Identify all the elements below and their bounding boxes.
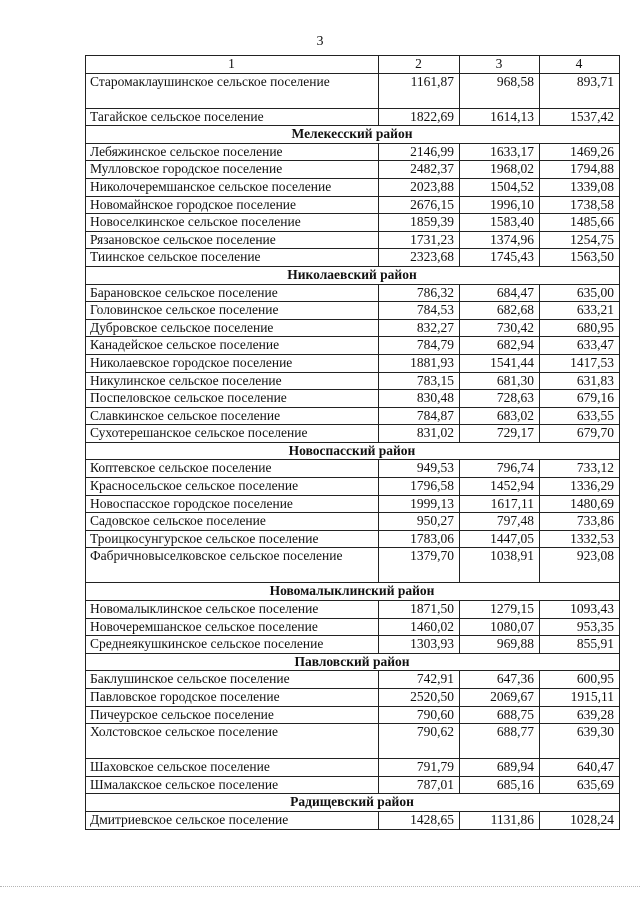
table-row <box>86 513 620 531</box>
table-row <box>86 143 620 161</box>
settlement-name: Николаевское городское поселение <box>86 354 379 372</box>
district-header-row <box>86 583 620 601</box>
value-col-4: 923,08 <box>540 548 620 583</box>
value-col-3: 729,17 <box>460 425 540 443</box>
value-col-4: 1336,29 <box>540 478 620 496</box>
table-row <box>86 161 620 179</box>
value-col-2: 1428,65 <box>379 811 460 829</box>
value-col-4: 633,55 <box>540 407 620 425</box>
value-col-4: 733,86 <box>540 513 620 531</box>
value-col-3: 1131,86 <box>460 811 540 829</box>
value-col-4: 633,21 <box>540 302 620 320</box>
value-col-2: 1871,50 <box>379 601 460 619</box>
settlement-name: Канадейское сельское поселение <box>86 337 379 355</box>
value-col-4: 733,12 <box>540 460 620 478</box>
settlement-name: Новочеремшанское сельское поселение <box>86 618 379 636</box>
table-row <box>86 196 620 214</box>
value-col-3: 1633,17 <box>460 143 540 161</box>
settlement-name: Новоспасское городское поселение <box>86 495 379 513</box>
value-col-3: 1504,52 <box>460 178 540 196</box>
table-row <box>86 724 620 759</box>
settlement-name: Красносельское сельское поселение <box>86 478 379 496</box>
value-col-2: 2146,99 <box>379 143 460 161</box>
value-col-4: 953,35 <box>540 618 620 636</box>
value-col-4: 855,91 <box>540 636 620 654</box>
value-col-2: 1796,58 <box>379 478 460 496</box>
column-header-2: 2 <box>379 56 460 74</box>
value-col-4: 635,69 <box>540 776 620 794</box>
value-col-2: 790,60 <box>379 706 460 724</box>
district-header-row <box>86 266 620 284</box>
value-col-3: 685,16 <box>460 776 540 794</box>
value-col-4: 1339,08 <box>540 178 620 196</box>
settlement-name: Коптевское сельское поселение <box>86 460 379 478</box>
settlement-name: Садовское сельское поселение <box>86 513 379 531</box>
page-number: 3 <box>316 34 324 49</box>
table-row <box>86 618 620 636</box>
value-col-4: 639,30 <box>540 724 620 759</box>
value-col-2: 1460,02 <box>379 618 460 636</box>
table-row <box>86 249 620 267</box>
value-col-4: 631,83 <box>540 372 620 390</box>
settlement-name: Головинское сельское поселение <box>86 302 379 320</box>
table-row <box>86 495 620 513</box>
value-col-2: 2482,37 <box>379 161 460 179</box>
value-col-2: 2323,68 <box>379 249 460 267</box>
settlement-name: Рязановское сельское поселение <box>86 231 379 249</box>
settlement-name: Славкинское сельское поселение <box>86 407 379 425</box>
table-row <box>86 284 620 302</box>
table-body <box>86 73 620 829</box>
value-col-2: 783,15 <box>379 372 460 390</box>
value-col-3: 682,68 <box>460 302 540 320</box>
value-col-2: 784,79 <box>379 337 460 355</box>
value-col-3: 2069,67 <box>460 689 540 707</box>
table-row <box>86 689 620 707</box>
value-col-3: 968,58 <box>460 73 540 108</box>
column-number-header-row <box>86 56 620 74</box>
value-col-3: 728,63 <box>460 390 540 408</box>
district-header-row <box>86 653 620 671</box>
value-col-2: 949,53 <box>379 460 460 478</box>
table-row <box>86 178 620 196</box>
value-col-2: 791,79 <box>379 759 460 777</box>
table-row <box>86 108 620 126</box>
table-row <box>86 425 620 443</box>
value-col-4: 1563,50 <box>540 249 620 267</box>
table-row <box>86 319 620 337</box>
settlement-name: Шаховское сельское поселение <box>86 759 379 777</box>
district-name: Новоспасский район <box>86 442 620 460</box>
value-col-3: 688,75 <box>460 706 540 724</box>
settlement-name: Новомалыклинское сельское поселение <box>86 601 379 619</box>
table-row <box>86 636 620 654</box>
column-header-3: 3 <box>460 56 540 74</box>
value-col-2: 1859,39 <box>379 214 460 232</box>
settlements-table <box>85 55 620 830</box>
value-col-3: 682,94 <box>460 337 540 355</box>
value-col-2: 742,91 <box>379 671 460 689</box>
value-col-4: 633,47 <box>540 337 620 355</box>
value-col-2: 784,87 <box>379 407 460 425</box>
settlement-name: Новомайнское городское поселение <box>86 196 379 214</box>
value-col-2: 831,02 <box>379 425 460 443</box>
value-col-4: 1480,69 <box>540 495 620 513</box>
column-header-1: 1 <box>86 56 379 74</box>
district-name: Новомалыклинский район <box>86 583 620 601</box>
value-col-2: 1822,69 <box>379 108 460 126</box>
settlement-name: Новоселкинское сельское поселение <box>86 214 379 232</box>
value-col-4: 1332,53 <box>540 530 620 548</box>
value-col-3: 683,02 <box>460 407 540 425</box>
value-col-2: 1999,13 <box>379 495 460 513</box>
table-row <box>86 390 620 408</box>
value-col-2: 1881,93 <box>379 354 460 372</box>
settlement-name: Лебяжинское сельское поселение <box>86 143 379 161</box>
value-col-2: 790,62 <box>379 724 460 759</box>
value-col-4: 600,95 <box>540 671 620 689</box>
value-col-2: 1731,23 <box>379 231 460 249</box>
district-header-row <box>86 442 620 460</box>
table-row <box>86 601 620 619</box>
value-col-3: 1038,91 <box>460 548 540 583</box>
value-col-3: 689,94 <box>460 759 540 777</box>
settlement-name: Тагайское сельское поселение <box>86 108 379 126</box>
table-row <box>86 231 620 249</box>
table-row <box>86 372 620 390</box>
table-row <box>86 671 620 689</box>
settlement-name: Троицкосунгурское сельское поселение <box>86 530 379 548</box>
value-col-2: 2676,15 <box>379 196 460 214</box>
settlement-name: Павловское городское поселение <box>86 689 379 707</box>
value-col-4: 1469,26 <box>540 143 620 161</box>
value-col-4: 1417,53 <box>540 354 620 372</box>
value-col-3: 647,36 <box>460 671 540 689</box>
value-col-4: 1794,88 <box>540 161 620 179</box>
value-col-2: 950,27 <box>379 513 460 531</box>
value-col-4: 1093,43 <box>540 601 620 619</box>
value-col-3: 1541,44 <box>460 354 540 372</box>
value-col-4: 1537,42 <box>540 108 620 126</box>
settlement-name: Среднеякушкинское сельское поселение <box>86 636 379 654</box>
value-col-3: 681,30 <box>460 372 540 390</box>
table-row <box>86 214 620 232</box>
value-col-2: 1161,87 <box>379 73 460 108</box>
value-col-4: 680,95 <box>540 319 620 337</box>
value-col-3: 1745,43 <box>460 249 540 267</box>
value-col-3: 1080,07 <box>460 618 540 636</box>
value-col-2: 830,48 <box>379 390 460 408</box>
district-name: Радищевский район <box>86 794 620 812</box>
table-row <box>86 460 620 478</box>
settlement-name: Дмитриевское сельское поселение <box>86 811 379 829</box>
column-header-4: 4 <box>540 56 620 74</box>
district-header-row <box>86 794 620 812</box>
value-col-3: 688,77 <box>460 724 540 759</box>
value-col-4: 1915,11 <box>540 689 620 707</box>
settlement-name: Шмалакское сельское поселение <box>86 776 379 794</box>
table-row <box>86 548 620 583</box>
value-col-4: 679,16 <box>540 390 620 408</box>
settlement-name: Поспеловское сельское поселение <box>86 390 379 408</box>
settlement-name: Барановское сельское поселение <box>86 284 379 302</box>
table-row <box>86 407 620 425</box>
value-col-4: 1738,58 <box>540 196 620 214</box>
value-col-4: 635,00 <box>540 284 620 302</box>
district-name: Мелекесский район <box>86 126 620 144</box>
table-row <box>86 73 620 108</box>
value-col-2: 787,01 <box>379 776 460 794</box>
table-row <box>86 478 620 496</box>
value-col-4: 1254,75 <box>540 231 620 249</box>
value-col-4: 1485,66 <box>540 214 620 232</box>
value-col-3: 1996,10 <box>460 196 540 214</box>
district-name: Павловский район <box>86 653 620 671</box>
table-row <box>86 354 620 372</box>
district-name: Николаевский район <box>86 266 620 284</box>
value-col-4: 640,47 <box>540 759 620 777</box>
value-col-3: 1614,13 <box>460 108 540 126</box>
value-col-2: 2023,88 <box>379 178 460 196</box>
table-row <box>86 759 620 777</box>
settlement-name: Дубровское сельское поселение <box>86 319 379 337</box>
table-row <box>86 302 620 320</box>
settlement-name: Баклушинское сельское поселение <box>86 671 379 689</box>
table-row <box>86 706 620 724</box>
value-col-3: 684,47 <box>460 284 540 302</box>
value-col-2: 832,27 <box>379 319 460 337</box>
value-col-3: 730,42 <box>460 319 540 337</box>
value-col-2: 2520,50 <box>379 689 460 707</box>
table-row <box>86 776 620 794</box>
value-col-4: 639,28 <box>540 706 620 724</box>
value-col-2: 1303,93 <box>379 636 460 654</box>
value-col-3: 1583,40 <box>460 214 540 232</box>
value-col-2: 784,53 <box>379 302 460 320</box>
value-col-4: 679,70 <box>540 425 620 443</box>
settlement-name: Сухотерешанское сельское поселение <box>86 425 379 443</box>
value-col-2: 1783,06 <box>379 530 460 548</box>
settlement-name: Пичеурское сельское поселение <box>86 706 379 724</box>
settlement-name: Мулловское городское поселение <box>86 161 379 179</box>
value-col-3: 1968,02 <box>460 161 540 179</box>
table-row <box>86 811 620 829</box>
value-col-2: 786,32 <box>379 284 460 302</box>
value-col-3: 1374,96 <box>460 231 540 249</box>
settlement-name: Тиинское сельское поселение <box>86 249 379 267</box>
value-col-2: 1379,70 <box>379 548 460 583</box>
scan-edge-line <box>0 886 640 888</box>
settlement-name: Старомаклаушинское сельское поселение <box>86 73 379 108</box>
value-col-3: 797,48 <box>460 513 540 531</box>
value-col-4: 1028,24 <box>540 811 620 829</box>
district-header-row <box>86 126 620 144</box>
table-row <box>86 530 620 548</box>
value-col-3: 969,88 <box>460 636 540 654</box>
settlement-name: Никулинское сельское поселение <box>86 372 379 390</box>
settlement-name: Фабричновыселковское сельское поселение <box>86 548 379 583</box>
table-row <box>86 337 620 355</box>
value-col-3: 1617,11 <box>460 495 540 513</box>
settlement-name: Николочеремшанское сельское поселение <box>86 178 379 196</box>
value-col-4: 893,71 <box>540 73 620 108</box>
value-col-3: 1452,94 <box>460 478 540 496</box>
value-col-3: 796,74 <box>460 460 540 478</box>
settlement-name: Холстовское сельское поселение <box>86 724 379 759</box>
value-col-3: 1447,05 <box>460 530 540 548</box>
value-col-3: 1279,15 <box>460 601 540 619</box>
